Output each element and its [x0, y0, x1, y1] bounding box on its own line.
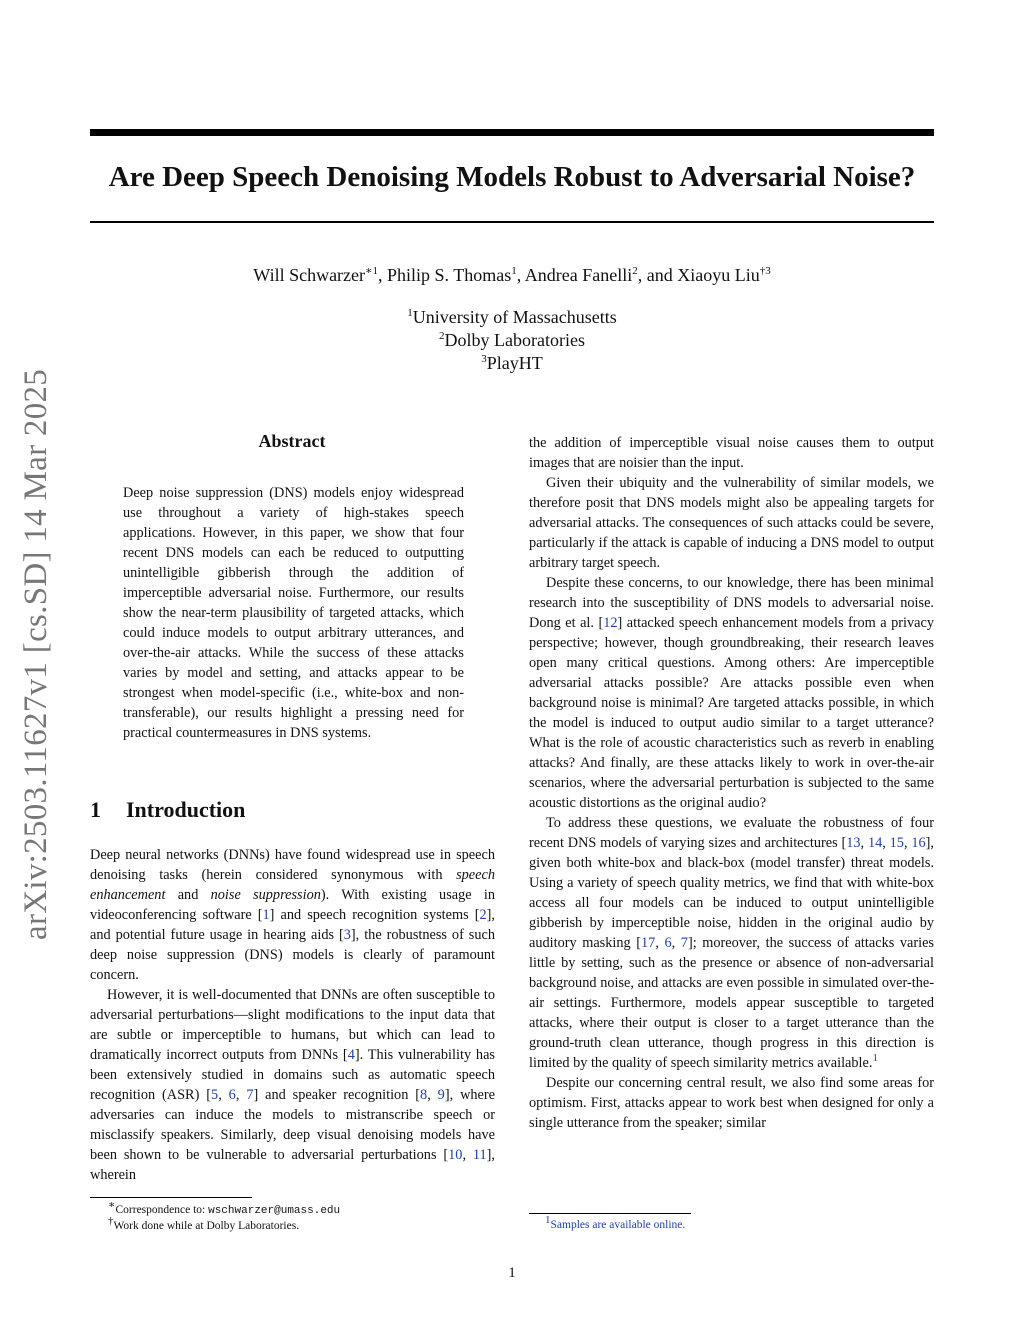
citation-link[interactable]: 7: [680, 935, 688, 951]
citation-link[interactable]: 12: [603, 615, 618, 631]
paragraph: However, it is well-documented that DNNs are often susceptible to adversarial perturbations—slight modifications to the input data that are subtle or imperceptible to humans, but which can lead to dramatically incorrect outputs from DNNs [4]. This vulnerability has been extensively studied in domains such as automatic speech recognition (ASR) [5, 6, 7] and speaker recognition [8, 9], where adversaries can induce the models to mistranscribe speech or misclassify speakers. Similarly, deep visual denoising models have been shown to be vulnerable to adversarial perturbations [10, 11], wherein: [90, 987, 495, 1183]
left-column: [90, 845, 495, 1185]
section-heading: [90, 797, 245, 823]
footnote: ∗Correspondence to: wschwarzer@umass.edu: [108, 1199, 341, 1217]
page-number: 1: [508, 1265, 516, 1281]
footnote[interactable]: $^1$Samples are available online.: [545, 1214, 686, 1231]
footnote-ref[interactable]: 1: [872, 1052, 878, 1065]
citation-link[interactable]: 14: [867, 835, 883, 851]
title-rule: [90, 221, 934, 223]
citation-link[interactable]: 16: [911, 835, 926, 851]
citation-link[interactable]: 1: [262, 907, 270, 923]
citation-link[interactable]: 5: [211, 1087, 219, 1103]
author-list: Will Schwarzer$^{∗1}$, Philip S. Thomas$^1$, Andrea Fanelli$^2$, and Xiaoyu Liu$^{\dagger 3}$: [253, 265, 771, 285]
paragraph: Given their ubiquity and the vulnerability of similar models, we therefore posit that DNS models might also be appealing targets for adversarial attacks. The consequences of such attacks could be severe, particularly if the attack is capable of inducing a DNS model to output arbitrary target speech.: [529, 475, 934, 571]
paragraph: Despite these concerns, to our knowledge, there has been minimal research into the susceptibility of DNS models to adversarial noise. Dong et al. [12] attacked speech enhancement models from a privacy perspective; however, though groundbreaking, their research leaves open many critical questions. Among others: Are imperceptible adversarial attacks possible? Are attacks possible even when background noise is minimal? Are targeted attacks possible, in which the model is induced to output audio similar to a target utterance? What is the role of acoustic characteristics such as reverb in enabling attacks? And finally, are these attacks likely to work in over-the-air scenarios, where the adversarial perturbation is subjected to the same acoustic distortions as the original audio?: [529, 575, 934, 811]
right-column: [529, 433, 934, 1133]
paragraph: To address these questions, we evaluate the robustness of four recent DNS models of varying sizes and architectures [13, 14, 15, 16], given both white-box and black-box (model transfer) threat models. Using a variety of speech quality metrics, we find that with white-box access all four models can be induced to output unintelligible gibberish by imperceptible noise, hidden in the original audio by auditory masking [17, 6, 7]; moreover, the success of attacks varies little by setting, such as the presence or absence of non-adversarial background noise, and attacks are even possible in simulated over-the-air settings. Furthermore, models appear susceptible to targeted attacks, where their output is closer to a target utterance than the ground-truth clean utterance, though progress in this direction is limited by the quality of speech similarity metrics available.$^1$: [529, 815, 934, 1071]
citation-link[interactable]: 8: [420, 1087, 428, 1103]
affiliations: [0, 306, 1024, 375]
paragraph: Deep neural networks (DNNs) have found widespread use in speech denoising tasks (herein considered synonymous with speech enhancement and noise suppression). With existing usage in videoconferencing software [1] and speech recognition systems [2], and potential future usage in hearing aids [3], the robustness of such deep noise suppression (DNS) models is clearly of paramount concern.: [90, 847, 496, 983]
abstract-heading: Abstract: [258, 431, 326, 451]
affiliation: $^2$Dolby Laboratories: [439, 330, 585, 350]
affiliation: $^3$PlayHT: [481, 353, 543, 373]
author-name: Philip S. Thomas: [387, 265, 512, 285]
citation-link[interactable]: 11: [472, 1147, 487, 1163]
affiliation: $^1$University of Massachusetts: [407, 307, 617, 327]
author-name: Will Schwarzer: [253, 265, 366, 285]
author-name: Xiaoyu Liu: [677, 265, 760, 285]
citation-link[interactable]: 13: [846, 835, 861, 851]
section-number: 1: [90, 797, 101, 822]
citation-link[interactable]: 4: [347, 1047, 355, 1063]
samples-link[interactable]: Samples are available online.: [550, 1219, 686, 1231]
citation-link[interactable]: 2: [479, 907, 487, 923]
email-link[interactable]: wschwarzer@umass.edu: [208, 1205, 341, 1217]
footnote-rule: [90, 1197, 252, 1198]
citation-link[interactable]: 6: [664, 935, 672, 951]
citation-link[interactable]: 17: [641, 935, 656, 951]
abstract-text: Deep noise suppression (DNS) models enjoy widespread use throughout a variety of high-stakes speech applications. However, in this paper, we show that four recent DNS models can each be reduced to outputting unintelligible gibberish through the addition of imperceptible adversarial noise. Furthermore, our results show the near-term plausibility of targeted attacks, which could induce models to output arbitrary utterances, and over-the-air attacks. While the success of these attacks varies by model and setting, and attacks appear to be strongest when model-specific (i.e., white-box and non-transferable), our results highlight a pressing need for practical countermeasures in DNS systems.: [123, 485, 464, 741]
citation-link[interactable]: 15: [889, 835, 904, 851]
paper-title: Are Deep Speech Denoising Models Robust to Adversarial Noise?: [108, 161, 916, 193]
footnotes-right: [545, 1214, 925, 1233]
footnotes-left: [108, 1199, 488, 1234]
citation-link[interactable]: 9: [437, 1087, 445, 1103]
author-name: Andrea Fanelli: [524, 265, 633, 285]
section-title: Introduction: [126, 797, 246, 822]
arxiv-stamp: arXiv:2503.11627v1 [cs.SD] 14 Mar 2025: [18, 368, 54, 940]
top-rule: [90, 129, 934, 136]
paragraph: the addition of imperceptible visual noise causes them to output images that are noisier than the input.: [529, 435, 934, 471]
citation-link[interactable]: 10: [448, 1147, 463, 1163]
citation-link[interactable]: 3: [343, 927, 351, 943]
footnote-rule: [529, 1213, 691, 1214]
citation-link[interactable]: 7: [246, 1087, 254, 1103]
footnote: †Work done while at Dolby Laboratories.: [108, 1215, 300, 1232]
citation-link[interactable]: 6: [228, 1087, 236, 1103]
paragraph: Despite our concerning central result, we also find some areas for optimism. First, attacks appear to work best when designed for only a single utterance from the speaker; similar: [529, 1075, 934, 1131]
